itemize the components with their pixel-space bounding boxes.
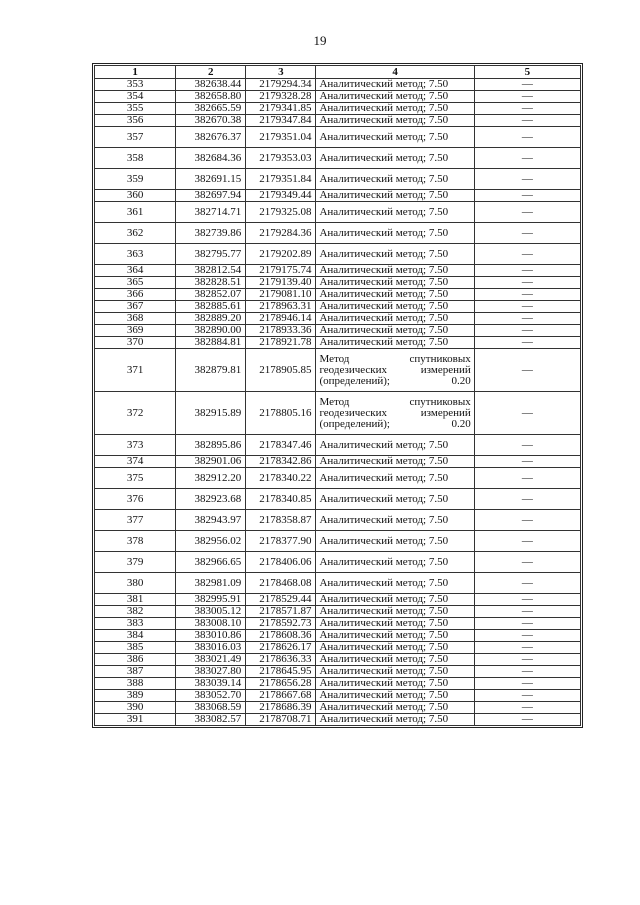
note-cell: — <box>474 148 580 169</box>
x-coordinate-cell: 383005.12 <box>176 606 246 618</box>
table-row <box>95 690 581 702</box>
x-coordinate-cell: 382691.15 <box>176 169 246 190</box>
x-coordinate-cell: 382885.61 <box>176 301 246 313</box>
note-cell: — <box>474 489 580 510</box>
method-cell: Аналитический метод; 7.50 <box>316 531 474 552</box>
method-cell: Аналитический метод; 7.50 <box>316 618 474 630</box>
x-coordinate-cell: 382956.02 <box>176 531 246 552</box>
y-coordinate-cell: 2179139.40 <box>246 277 316 289</box>
method-cell: Аналитический метод; 7.50 <box>316 277 474 289</box>
method-cell: Аналитический метод; 7.50 <box>316 202 474 223</box>
y-coordinate-cell: 2178645.95 <box>246 666 316 678</box>
method-cell: Аналитический метод; 7.50 <box>316 244 474 265</box>
y-coordinate-cell: 2178963.31 <box>246 301 316 313</box>
point-number-cell: 388 <box>95 678 176 690</box>
x-coordinate-cell: 382676.37 <box>176 127 246 148</box>
note-cell: — <box>474 666 580 678</box>
y-coordinate-cell: 2179341.85 <box>246 103 316 115</box>
point-number-cell: 380 <box>95 573 176 594</box>
x-coordinate-cell: 383010.86 <box>176 630 246 642</box>
y-coordinate-cell: 2179347.84 <box>246 115 316 127</box>
note-cell: — <box>474 468 580 489</box>
x-coordinate-cell: 383027.80 <box>176 666 246 678</box>
method-cell: Аналитический метод; 7.50 <box>316 115 474 127</box>
x-coordinate-cell: 382684.36 <box>176 148 246 169</box>
method-cell: Аналитический метод; 7.50 <box>316 714 474 726</box>
x-coordinate-cell: 382714.71 <box>176 202 246 223</box>
point-number-cell: 354 <box>95 91 176 103</box>
y-coordinate-cell: 2178667.68 <box>246 690 316 702</box>
column-header-1: 1 <box>95 66 176 79</box>
x-coordinate-cell: 382795.77 <box>176 244 246 265</box>
x-coordinate-cell: 382665.59 <box>176 103 246 115</box>
method-cell <box>316 392 474 435</box>
table-row <box>95 552 581 573</box>
y-coordinate-cell: 2178805.16 <box>246 392 316 435</box>
method-cell: Аналитический метод; 7.50 <box>316 510 474 531</box>
y-coordinate-cell: 2178656.28 <box>246 678 316 690</box>
y-coordinate-cell: 2179294.34 <box>246 79 316 91</box>
point-number-cell: 357 <box>95 127 176 148</box>
note-cell: — <box>474 244 580 265</box>
table-row <box>95 678 581 690</box>
note-cell: — <box>474 103 580 115</box>
note-cell: — <box>474 690 580 702</box>
y-coordinate-cell: 2179325.08 <box>246 202 316 223</box>
note-cell: — <box>474 573 580 594</box>
point-number-cell: 381 <box>95 594 176 606</box>
point-number-cell: 377 <box>95 510 176 531</box>
table-row <box>95 510 581 531</box>
method-cell: Аналитический метод; 7.50 <box>316 223 474 244</box>
y-coordinate-cell: 2178608.36 <box>246 630 316 642</box>
note-cell: — <box>474 714 580 726</box>
note-cell: — <box>474 127 580 148</box>
table-row <box>95 325 581 337</box>
point-number-cell: 367 <box>95 301 176 313</box>
method-cell: Аналитический метод; 7.50 <box>316 630 474 642</box>
note-cell: — <box>474 654 580 666</box>
note-cell: — <box>474 337 580 349</box>
y-coordinate-cell: 2178347.46 <box>246 435 316 456</box>
note-cell: — <box>474 630 580 642</box>
note-cell: — <box>474 594 580 606</box>
method-cell: Аналитический метод; 7.50 <box>316 435 474 456</box>
table-row <box>95 630 581 642</box>
coordinates-table-frame <box>92 63 583 728</box>
y-coordinate-cell: 2178636.33 <box>246 654 316 666</box>
method-cell: Аналитический метод; 7.50 <box>316 606 474 618</box>
point-number-cell: 366 <box>95 289 176 301</box>
point-number-cell: 368 <box>95 313 176 325</box>
method-cell: Аналитический метод; 7.50 <box>316 313 474 325</box>
point-number-cell: 360 <box>95 190 176 202</box>
y-coordinate-cell: 2179349.44 <box>246 190 316 202</box>
x-coordinate-cell: 382912.20 <box>176 468 246 489</box>
point-number-cell: 374 <box>95 456 176 468</box>
note-cell: — <box>474 510 580 531</box>
table-row <box>95 654 581 666</box>
table-row <box>95 642 581 654</box>
x-coordinate-cell: 383016.03 <box>176 642 246 654</box>
x-coordinate-cell: 382889.20 <box>176 313 246 325</box>
x-coordinate-cell: 382739.86 <box>176 223 246 244</box>
method-cell: Аналитический метод; 7.50 <box>316 301 474 313</box>
table-row <box>95 127 581 148</box>
y-coordinate-cell: 2178340.85 <box>246 489 316 510</box>
y-coordinate-cell: 2179175.74 <box>246 265 316 277</box>
x-coordinate-cell: 382923.68 <box>176 489 246 510</box>
y-coordinate-cell: 2178921.78 <box>246 337 316 349</box>
point-number-cell: 378 <box>95 531 176 552</box>
y-coordinate-cell: 2178905.85 <box>246 349 316 392</box>
point-number-cell: 364 <box>95 265 176 277</box>
y-coordinate-cell: 2178358.87 <box>246 510 316 531</box>
table-row <box>95 265 581 277</box>
method-text: Метод спутниковых геодезических измерений (определений); 0.20 <box>319 352 471 387</box>
note-cell: — <box>474 265 580 277</box>
note-cell: — <box>474 325 580 337</box>
point-number-cell: 376 <box>95 489 176 510</box>
table-row <box>95 223 581 244</box>
point-number-cell: 390 <box>95 702 176 714</box>
y-coordinate-cell: 2178571.87 <box>246 606 316 618</box>
table-row <box>95 79 581 91</box>
x-coordinate-cell: 383052.70 <box>176 690 246 702</box>
x-coordinate-cell: 382879.81 <box>176 349 246 392</box>
note-cell: — <box>474 202 580 223</box>
note-cell: — <box>474 190 580 202</box>
y-coordinate-cell: 2178686.39 <box>246 702 316 714</box>
note-cell: — <box>474 91 580 103</box>
note-cell: — <box>474 169 580 190</box>
method-cell: Аналитический метод; 7.50 <box>316 337 474 349</box>
table-body <box>95 79 581 726</box>
method-text: Метод спутниковых геодезических измерений (определений); 0.20 <box>319 395 471 430</box>
y-coordinate-cell: 2179353.03 <box>246 148 316 169</box>
x-coordinate-cell: 382966.65 <box>176 552 246 573</box>
y-coordinate-cell: 2178626.17 <box>246 642 316 654</box>
method-cell: Аналитический метод; 7.50 <box>316 265 474 277</box>
x-coordinate-cell: 382915.89 <box>176 392 246 435</box>
table-row <box>95 337 581 349</box>
method-cell: Аналитический метод; 7.50 <box>316 666 474 678</box>
note-cell: — <box>474 349 580 392</box>
table-row <box>95 489 581 510</box>
x-coordinate-cell: 382890.00 <box>176 325 246 337</box>
point-number-cell: 385 <box>95 642 176 654</box>
y-coordinate-cell: 2178529.44 <box>246 594 316 606</box>
note-cell: — <box>474 531 580 552</box>
x-coordinate-cell: 382895.86 <box>176 435 246 456</box>
point-number-cell: 391 <box>95 714 176 726</box>
point-number-cell: 370 <box>95 337 176 349</box>
y-coordinate-cell: 2179351.04 <box>246 127 316 148</box>
method-cell: Аналитический метод; 7.50 <box>316 127 474 148</box>
x-coordinate-cell: 382901.06 <box>176 456 246 468</box>
y-coordinate-cell: 2178406.06 <box>246 552 316 573</box>
point-number-cell: 379 <box>95 552 176 573</box>
note-cell: — <box>474 552 580 573</box>
x-coordinate-cell: 382852.07 <box>176 289 246 301</box>
table-row <box>95 531 581 552</box>
note-cell: — <box>474 618 580 630</box>
x-coordinate-cell: 382995.91 <box>176 594 246 606</box>
method-cell: Аналитический метод; 7.50 <box>316 91 474 103</box>
y-coordinate-cell: 2178946.14 <box>246 313 316 325</box>
table-header-row <box>95 66 581 79</box>
point-number-cell: 389 <box>95 690 176 702</box>
x-coordinate-cell: 382697.94 <box>176 190 246 202</box>
method-cell: Аналитический метод; 7.50 <box>316 489 474 510</box>
note-cell: — <box>474 702 580 714</box>
note-cell: — <box>474 456 580 468</box>
point-number-cell: 359 <box>95 169 176 190</box>
table-row <box>95 190 581 202</box>
table-row <box>95 277 581 289</box>
point-number-cell: 363 <box>95 244 176 265</box>
x-coordinate-cell: 382658.80 <box>176 91 246 103</box>
note-cell: — <box>474 223 580 244</box>
point-number-cell: 372 <box>95 392 176 435</box>
method-cell: Аналитический метод; 7.50 <box>316 169 474 190</box>
point-number-cell: 353 <box>95 79 176 91</box>
method-cell: Аналитический метод; 7.50 <box>316 289 474 301</box>
method-cell: Аналитический метод; 7.50 <box>316 690 474 702</box>
table-row <box>95 148 581 169</box>
x-coordinate-cell: 382638.44 <box>176 79 246 91</box>
x-coordinate-cell: 383021.49 <box>176 654 246 666</box>
y-coordinate-cell: 2179328.28 <box>246 91 316 103</box>
note-cell: — <box>474 392 580 435</box>
note-cell: — <box>474 115 580 127</box>
table-row <box>95 301 581 313</box>
table-row <box>95 392 581 435</box>
y-coordinate-cell: 2178708.71 <box>246 714 316 726</box>
method-cell: Аналитический метод; 7.50 <box>316 642 474 654</box>
y-coordinate-cell: 2179351.84 <box>246 169 316 190</box>
table-row <box>95 349 581 392</box>
table-row <box>95 606 581 618</box>
point-number-cell: 373 <box>95 435 176 456</box>
table-row <box>95 618 581 630</box>
table-row <box>95 91 581 103</box>
point-number-cell: 358 <box>95 148 176 169</box>
column-header-5: 5 <box>474 66 580 79</box>
column-header-2: 2 <box>176 66 246 79</box>
x-coordinate-cell: 382670.38 <box>176 115 246 127</box>
x-coordinate-cell: 382981.09 <box>176 573 246 594</box>
method-cell: Аналитический метод; 7.50 <box>316 148 474 169</box>
table-row <box>95 702 581 714</box>
method-cell <box>316 349 474 392</box>
point-number-cell: 356 <box>95 115 176 127</box>
y-coordinate-cell: 2179081.10 <box>246 289 316 301</box>
note-cell: — <box>474 606 580 618</box>
point-number-cell: 369 <box>95 325 176 337</box>
point-number-cell: 375 <box>95 468 176 489</box>
point-number-cell: 386 <box>95 654 176 666</box>
point-number-cell: 365 <box>95 277 176 289</box>
x-coordinate-cell: 382943.97 <box>176 510 246 531</box>
table-row <box>95 115 581 127</box>
y-coordinate-cell: 2179202.89 <box>246 244 316 265</box>
x-coordinate-cell: 383039.14 <box>176 678 246 690</box>
y-coordinate-cell: 2179284.36 <box>246 223 316 244</box>
note-cell: — <box>474 301 580 313</box>
method-cell: Аналитический метод; 7.50 <box>316 79 474 91</box>
table-row <box>95 103 581 115</box>
method-cell: Аналитический метод; 7.50 <box>316 654 474 666</box>
column-header-3: 3 <box>246 66 316 79</box>
point-number-cell: 362 <box>95 223 176 244</box>
table-row <box>95 169 581 190</box>
point-number-cell: 371 <box>95 349 176 392</box>
x-coordinate-cell: 383068.59 <box>176 702 246 714</box>
point-number-cell: 361 <box>95 202 176 223</box>
note-cell: — <box>474 289 580 301</box>
method-cell: Аналитический метод; 7.50 <box>316 103 474 115</box>
note-cell: — <box>474 277 580 289</box>
method-cell: Аналитический метод; 7.50 <box>316 325 474 337</box>
note-cell: — <box>474 678 580 690</box>
table-row <box>95 594 581 606</box>
table-row <box>95 244 581 265</box>
x-coordinate-cell: 382828.51 <box>176 277 246 289</box>
point-number-cell: 384 <box>95 630 176 642</box>
note-cell: — <box>474 435 580 456</box>
note-cell: — <box>474 79 580 91</box>
y-coordinate-cell: 2178377.90 <box>246 531 316 552</box>
method-cell: Аналитический метод; 7.50 <box>316 594 474 606</box>
y-coordinate-cell: 2178468.08 <box>246 573 316 594</box>
table-row <box>95 435 581 456</box>
method-cell: Аналитический метод; 7.50 <box>316 678 474 690</box>
y-coordinate-cell: 2178340.22 <box>246 468 316 489</box>
method-cell: Аналитический метод; 7.50 <box>316 573 474 594</box>
point-number-cell: 387 <box>95 666 176 678</box>
x-coordinate-cell: 382812.54 <box>176 265 246 277</box>
table-row <box>95 714 581 726</box>
point-number-cell: 355 <box>95 103 176 115</box>
coordinates-table <box>94 65 581 726</box>
point-number-cell: 383 <box>95 618 176 630</box>
y-coordinate-cell: 2178592.73 <box>246 618 316 630</box>
table-row <box>95 289 581 301</box>
x-coordinate-cell: 383008.10 <box>176 618 246 630</box>
y-coordinate-cell: 2178342.86 <box>246 456 316 468</box>
table-row <box>95 666 581 678</box>
table-row <box>95 202 581 223</box>
table-row <box>95 468 581 489</box>
x-coordinate-cell: 382884.81 <box>176 337 246 349</box>
table-row <box>95 456 581 468</box>
note-cell: — <box>474 313 580 325</box>
column-header-4: 4 <box>316 66 474 79</box>
note-cell: — <box>474 642 580 654</box>
method-cell: Аналитический метод; 7.50 <box>316 456 474 468</box>
point-number-cell: 382 <box>95 606 176 618</box>
y-coordinate-cell: 2178933.36 <box>246 325 316 337</box>
method-cell: Аналитический метод; 7.50 <box>316 468 474 489</box>
method-cell: Аналитический метод; 7.50 <box>316 190 474 202</box>
page-number: 19 <box>313 33 327 48</box>
method-cell: Аналитический метод; 7.50 <box>316 552 474 573</box>
table-row <box>95 313 581 325</box>
method-cell: Аналитический метод; 7.50 <box>316 702 474 714</box>
x-coordinate-cell: 383082.57 <box>176 714 246 726</box>
table-row <box>95 573 581 594</box>
